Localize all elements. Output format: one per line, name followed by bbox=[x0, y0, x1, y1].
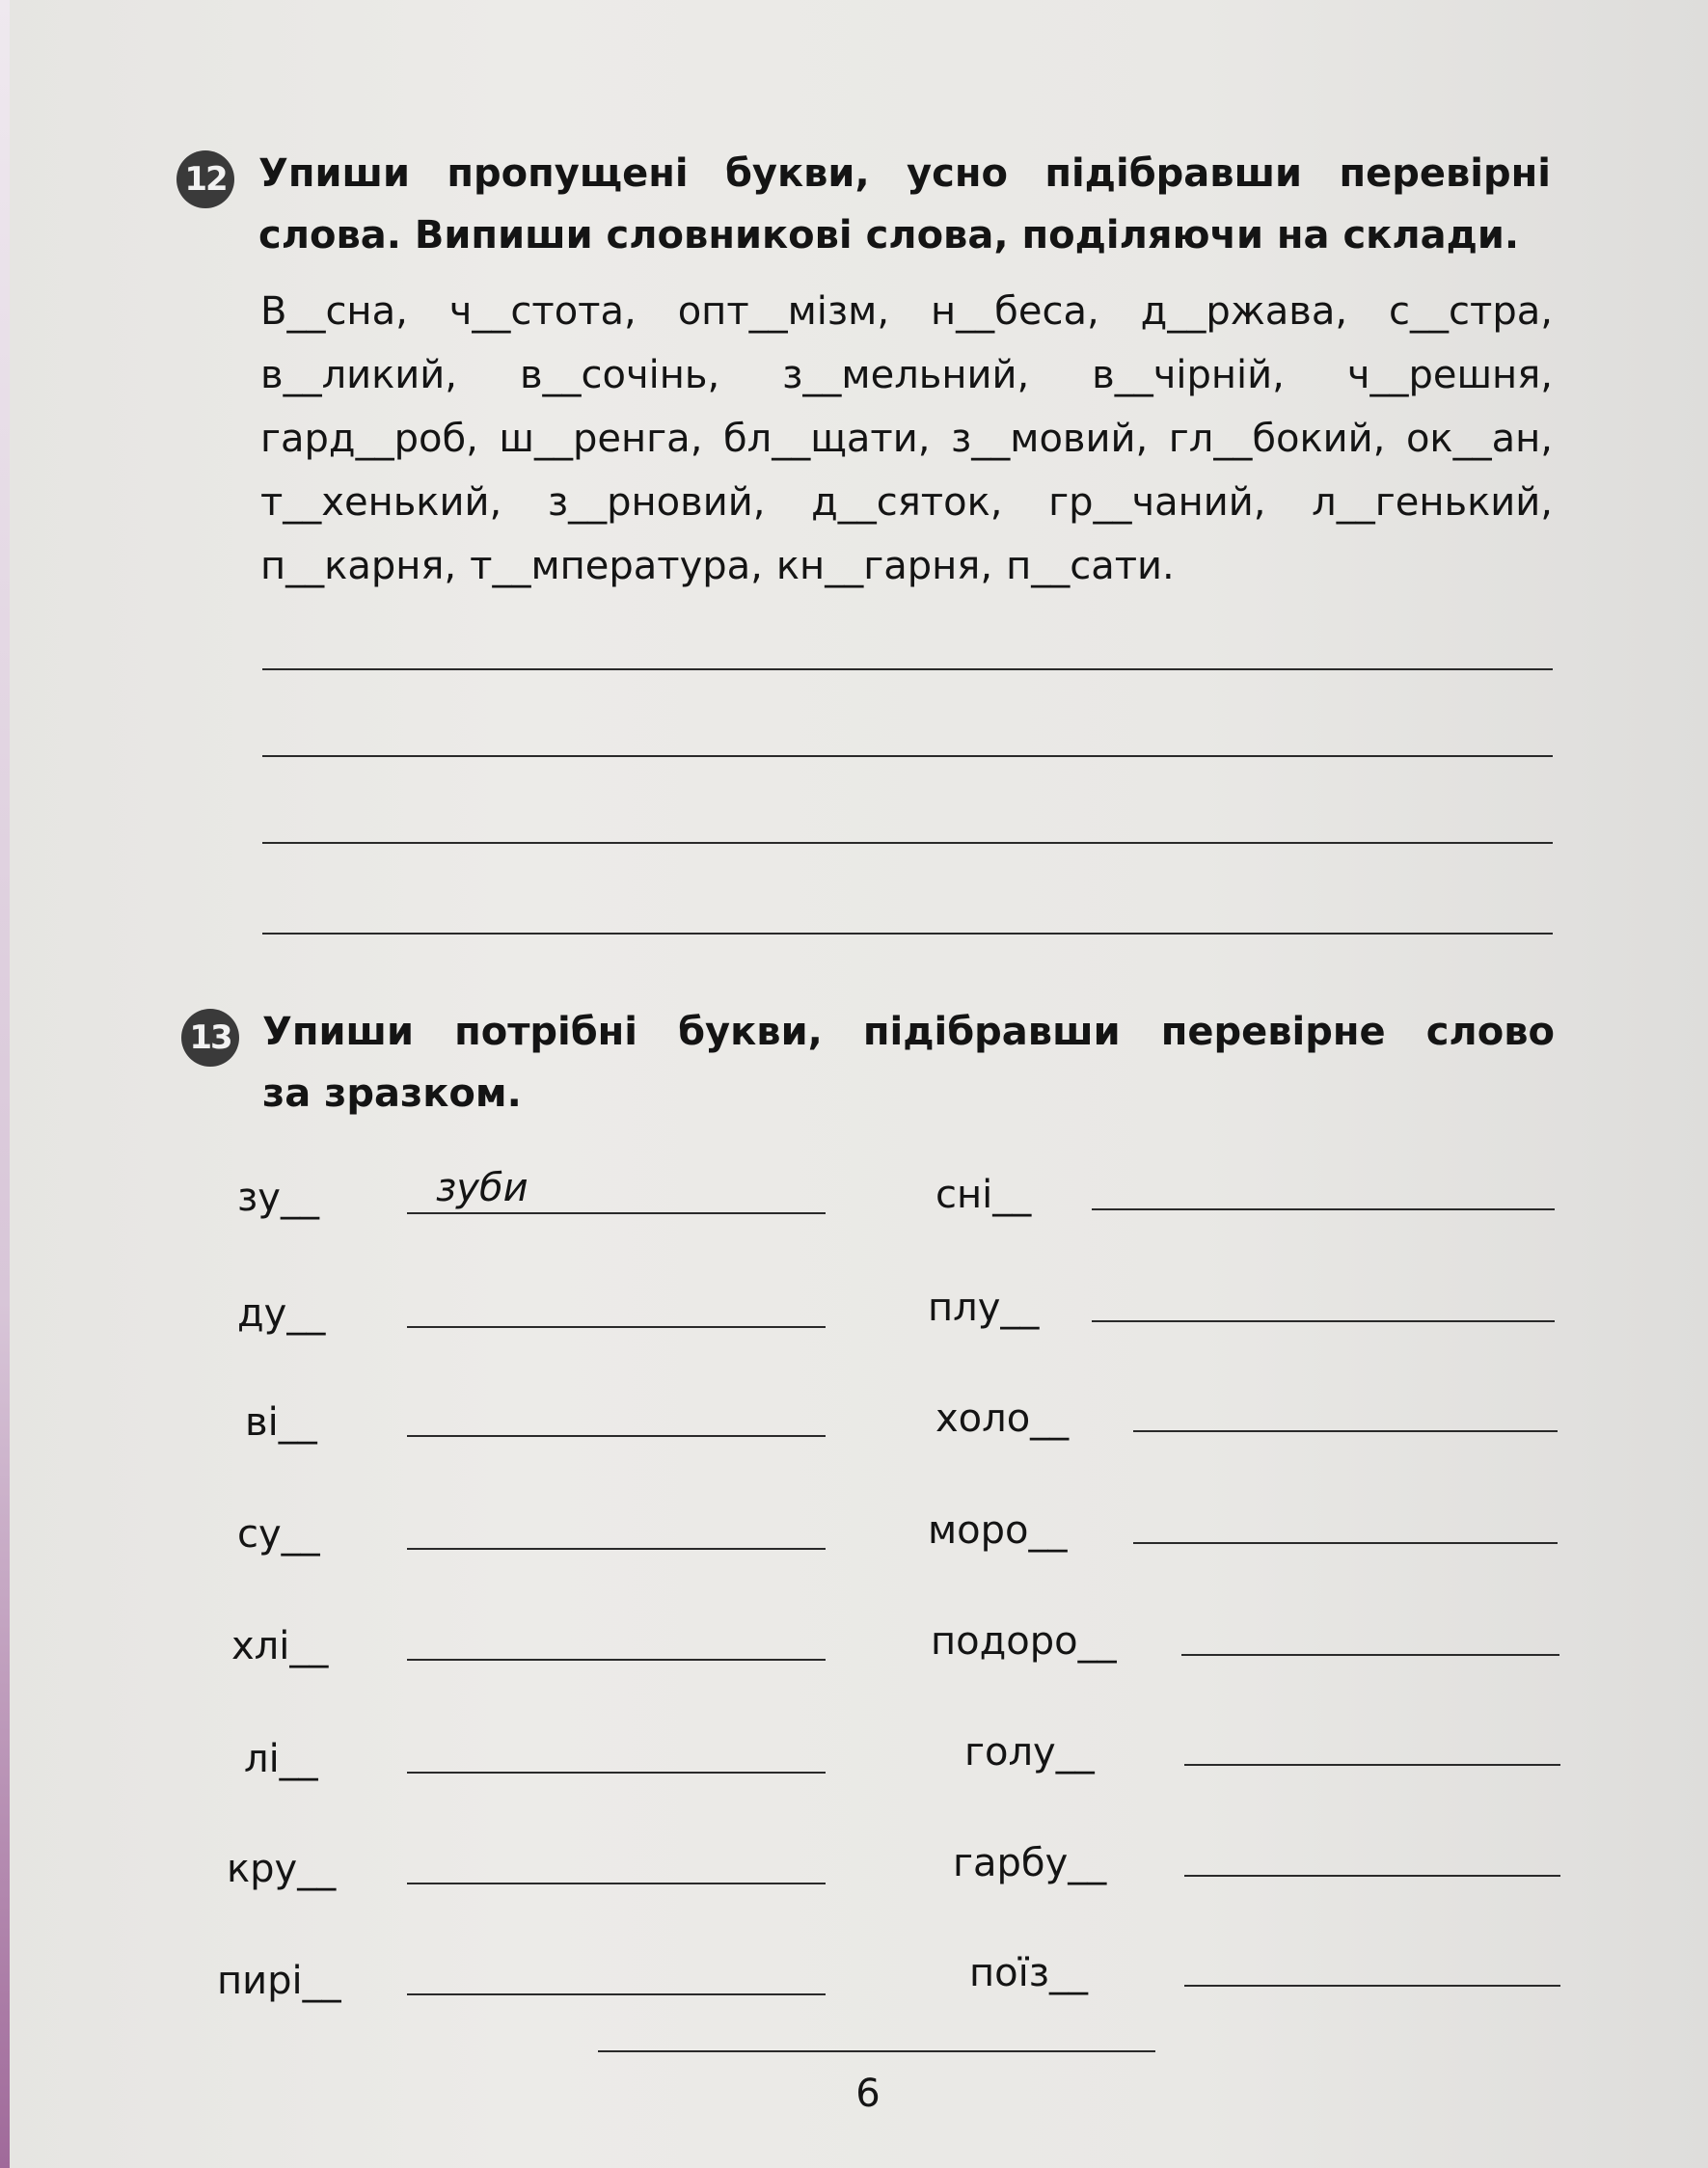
word-stem-left: кру__ bbox=[227, 1847, 337, 1891]
words-row bbox=[260, 471, 1553, 534]
exercise-number-12: 12 bbox=[176, 150, 234, 208]
word: гл__бокий, bbox=[1168, 417, 1386, 461]
word-stem-right: холо__ bbox=[935, 1396, 1070, 1441]
writing-line[interactable] bbox=[262, 668, 1553, 670]
word-stem-left: хлі__ bbox=[231, 1624, 329, 1668]
answer-line[interactable] bbox=[407, 1772, 826, 1774]
word: бл__щати, bbox=[722, 417, 931, 461]
exercise-number-13: 13 bbox=[181, 1009, 239, 1067]
exercise-12-words bbox=[260, 280, 1553, 598]
word-stem-right: моро__ bbox=[928, 1508, 1068, 1553]
words-row bbox=[260, 534, 1553, 598]
footer-rule bbox=[598, 2050, 1155, 2052]
exercise-13-task-line-1: Упиши потрібні букви, підібравши перевірне слово bbox=[262, 1010, 1555, 1054]
word: опт__мізм, bbox=[677, 289, 890, 334]
answer-line[interactable] bbox=[1184, 1985, 1560, 1987]
word-stem-right: поїз__ bbox=[969, 1951, 1089, 1995]
word: т__хенький, bbox=[260, 480, 502, 525]
word: з__мовий, bbox=[951, 417, 1149, 461]
answer-line[interactable] bbox=[1181, 1654, 1559, 1656]
writing-line[interactable] bbox=[262, 933, 1553, 935]
answer-line[interactable] bbox=[407, 1993, 826, 1995]
page-edge bbox=[0, 0, 10, 2168]
word: н__беса, bbox=[931, 289, 1099, 334]
word-stem-left: лі__ bbox=[244, 1737, 318, 1781]
word: з__рновий, bbox=[547, 480, 766, 525]
word: п__сати. bbox=[1006, 544, 1175, 588]
exercise-13-task bbox=[262, 1001, 1555, 1125]
exercise-12-task-line-1: Упиши пропущені букви, усно підібравши перевірні bbox=[258, 151, 1551, 196]
exercise-12-task-line-2: слова. Випиши словникові слова, поділяючи на склади. bbox=[258, 213, 1520, 257]
answer-line[interactable] bbox=[1133, 1542, 1558, 1544]
answer-line[interactable] bbox=[1092, 1320, 1555, 1322]
word: д__сяток, bbox=[811, 480, 1003, 525]
words-row bbox=[260, 407, 1553, 471]
exercise-12-task bbox=[258, 143, 1551, 266]
answer-line[interactable] bbox=[407, 1326, 826, 1328]
word: п__карня, bbox=[260, 544, 457, 588]
words-row bbox=[260, 343, 1553, 407]
writing-line[interactable] bbox=[262, 755, 1553, 757]
writing-line[interactable] bbox=[262, 842, 1553, 844]
sample-answer: зуби bbox=[436, 1166, 529, 1210]
word-stem-left: зу__ bbox=[237, 1176, 319, 1220]
word: д__ржава, bbox=[1140, 289, 1348, 334]
answer-line[interactable] bbox=[407, 1883, 826, 1884]
word-stem-right: сні__ bbox=[935, 1173, 1032, 1217]
word: з__мельний, bbox=[782, 353, 1030, 397]
word: В__сна, bbox=[260, 289, 408, 334]
answer-line[interactable] bbox=[407, 1435, 826, 1437]
answer-line[interactable] bbox=[1133, 1430, 1558, 1432]
word-stem-right: плу__ bbox=[928, 1286, 1040, 1330]
word: ок__ан, bbox=[1405, 417, 1553, 461]
word-stem-right: подоро__ bbox=[931, 1619, 1117, 1664]
word-stem-left: ду__ bbox=[237, 1291, 326, 1336]
answer-line[interactable] bbox=[407, 1659, 826, 1661]
answer-line[interactable] bbox=[1184, 1875, 1560, 1877]
word: л__генький, bbox=[1312, 480, 1553, 525]
words-row bbox=[260, 280, 1553, 343]
word: гард__роб, bbox=[260, 417, 478, 461]
word: т__мпература, bbox=[470, 544, 763, 588]
answer-line[interactable] bbox=[1184, 1764, 1560, 1766]
word-stem-left: ві__ bbox=[245, 1400, 317, 1445]
word: гр__чаний, bbox=[1048, 480, 1266, 525]
word: в__чірній, bbox=[1092, 353, 1285, 397]
word-stem-right: голу__ bbox=[964, 1730, 1095, 1775]
answer-line[interactable] bbox=[407, 1212, 826, 1214]
word: ч__стота, bbox=[448, 289, 637, 334]
word: ш__ренга, bbox=[499, 417, 703, 461]
answer-line[interactable] bbox=[1092, 1208, 1555, 1210]
page-number: 6 bbox=[855, 2072, 881, 2116]
word-stem-right: гарбу__ bbox=[953, 1841, 1107, 1885]
word: ч__решня, bbox=[1346, 353, 1553, 397]
word: в__ликий, bbox=[260, 353, 458, 397]
word: в__сочінь, bbox=[519, 353, 720, 397]
word-stem-left: су__ bbox=[237, 1512, 320, 1557]
word-stem-left: пирі__ bbox=[217, 1959, 341, 2003]
word: с__стра, bbox=[1389, 289, 1553, 334]
answer-line[interactable] bbox=[407, 1548, 826, 1550]
exercise-13-task-line-2: за зразком. bbox=[262, 1071, 522, 1116]
word: кн__гарня, bbox=[775, 544, 993, 588]
